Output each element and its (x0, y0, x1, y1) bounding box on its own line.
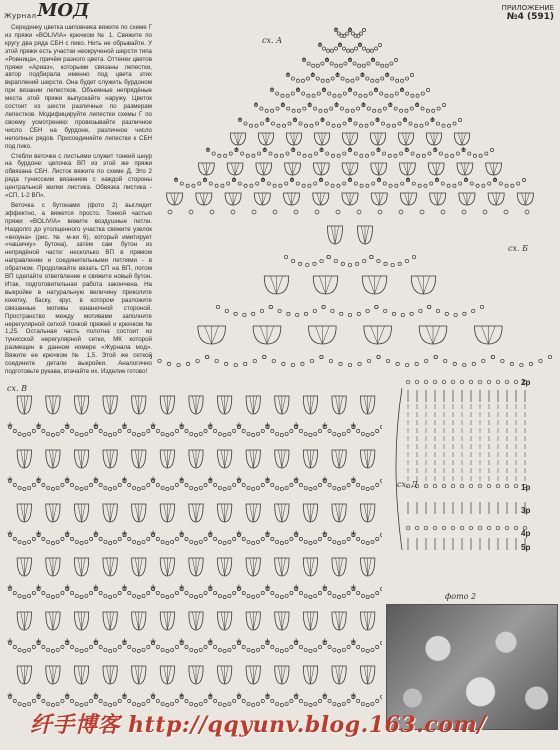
row-label: 5р (521, 543, 531, 552)
row-label: 1р (521, 483, 531, 492)
photo-caption: фото 2 (445, 592, 477, 601)
instructions-paragraph: Серединку цветка шиповника вяжите по схеме Г из пряжи «BOLIVIA» крючком № 1. Свяжите по кругу два ряда СБН с пико. Нить не обрывайте. У этой пряжи есть участки неокрученой шерсти типа «Ровница», причём разного цвета. Оттенки цветов пряжи «Ариаз», которыми связаны лепестки, автор подбирала именно под цвета этих вкраплений шерсти. Она будет служить бурдоном при вязании лепестков. Объемные непрядёные места этой пряжи выпускайте наружу. Цветок состоит из шести различных по размерам лепестков. Модифицируйте лепестки схемы Г по своему усмотрению: провязывайте различное число СБН на бурдоне, различное число неполных рядов. Присоединяйте лепестки к СБН под пико. (5, 24, 152, 150)
row-label: 3р (521, 506, 531, 515)
issue-number: №4 (591) (506, 12, 554, 22)
crochet-chart-v (4, 378, 382, 723)
crochet-chart-b (150, 220, 555, 380)
instructions-paragraph: Веточка с бутонами (фото 2) выглядит эффектно, а вяжется просто. Тонкой частью пряжи «BOLIVIA» вяжите воздушные петли. Наздолго до утолщенного участка свяжите узелок «кноуна» (рис. № м-ки 6), который имитирует «чашечку» бутона), затем сам бутон из непрядёной части: несколько ВП в прямом направлении и соединительными петлями - в обратном. Продолжайте вязать СП на ВП, потом ВП сделайте ответвление и свяжите новый бутон. Итак, подготовительная работа закончена. На выкройке в натуральную величину приколите кокетку, баску, круг, в котором разложите связанные мотивы изнаночной стороной. Пространство между мотивами заполните нерегулярной сеткой тонкой пряжей и крючком № 1,25. Остальная часть полотна состоит из тунисской нерегулярной сетки, МК которой размещен в данном номере «Журнала мод». Вяжите ее крючком № 1,5. Этой же сеткой соедините детали выкройки. Аналогично подготовьте рукава, втачайте их. Изделие готово! (5, 201, 152, 375)
logo-big-text: МОД (37, 0, 90, 21)
instructions-text (5, 24, 152, 378)
section-label: ПРИЛОЖЕНИЕ (501, 4, 554, 12)
issue-info (502, 4, 554, 22)
row-label: 2р (521, 378, 531, 387)
scheme-a-label: сх. А (262, 36, 283, 45)
crochet-chart-a (150, 22, 555, 217)
magazine-logo (4, 2, 89, 20)
logo-small-text: Журнал (4, 12, 37, 20)
row-label: 4р (521, 529, 531, 538)
blog-watermark: 纤手博客 http://qqyunv.blog.163.com/ (30, 712, 486, 738)
scheme-b-label: сх. Б (508, 244, 528, 253)
scheme-v-label: сх. В (7, 384, 27, 393)
crochet-chart-d (388, 368, 556, 558)
instructions-paragraph: Стебли веточки с листьями служит тонкий шнур на бурдоне: цепочка ВП из этой же пряжи обвязана СБН. Листок вяжите по схеме Д. Это 2 ряда тунисским вязанием с каждой стороны центральной жилки листика. Обвязка листика - «СП, 1-2 ВП». (5, 152, 152, 200)
scheme-d-label: сх. Д (397, 480, 418, 489)
